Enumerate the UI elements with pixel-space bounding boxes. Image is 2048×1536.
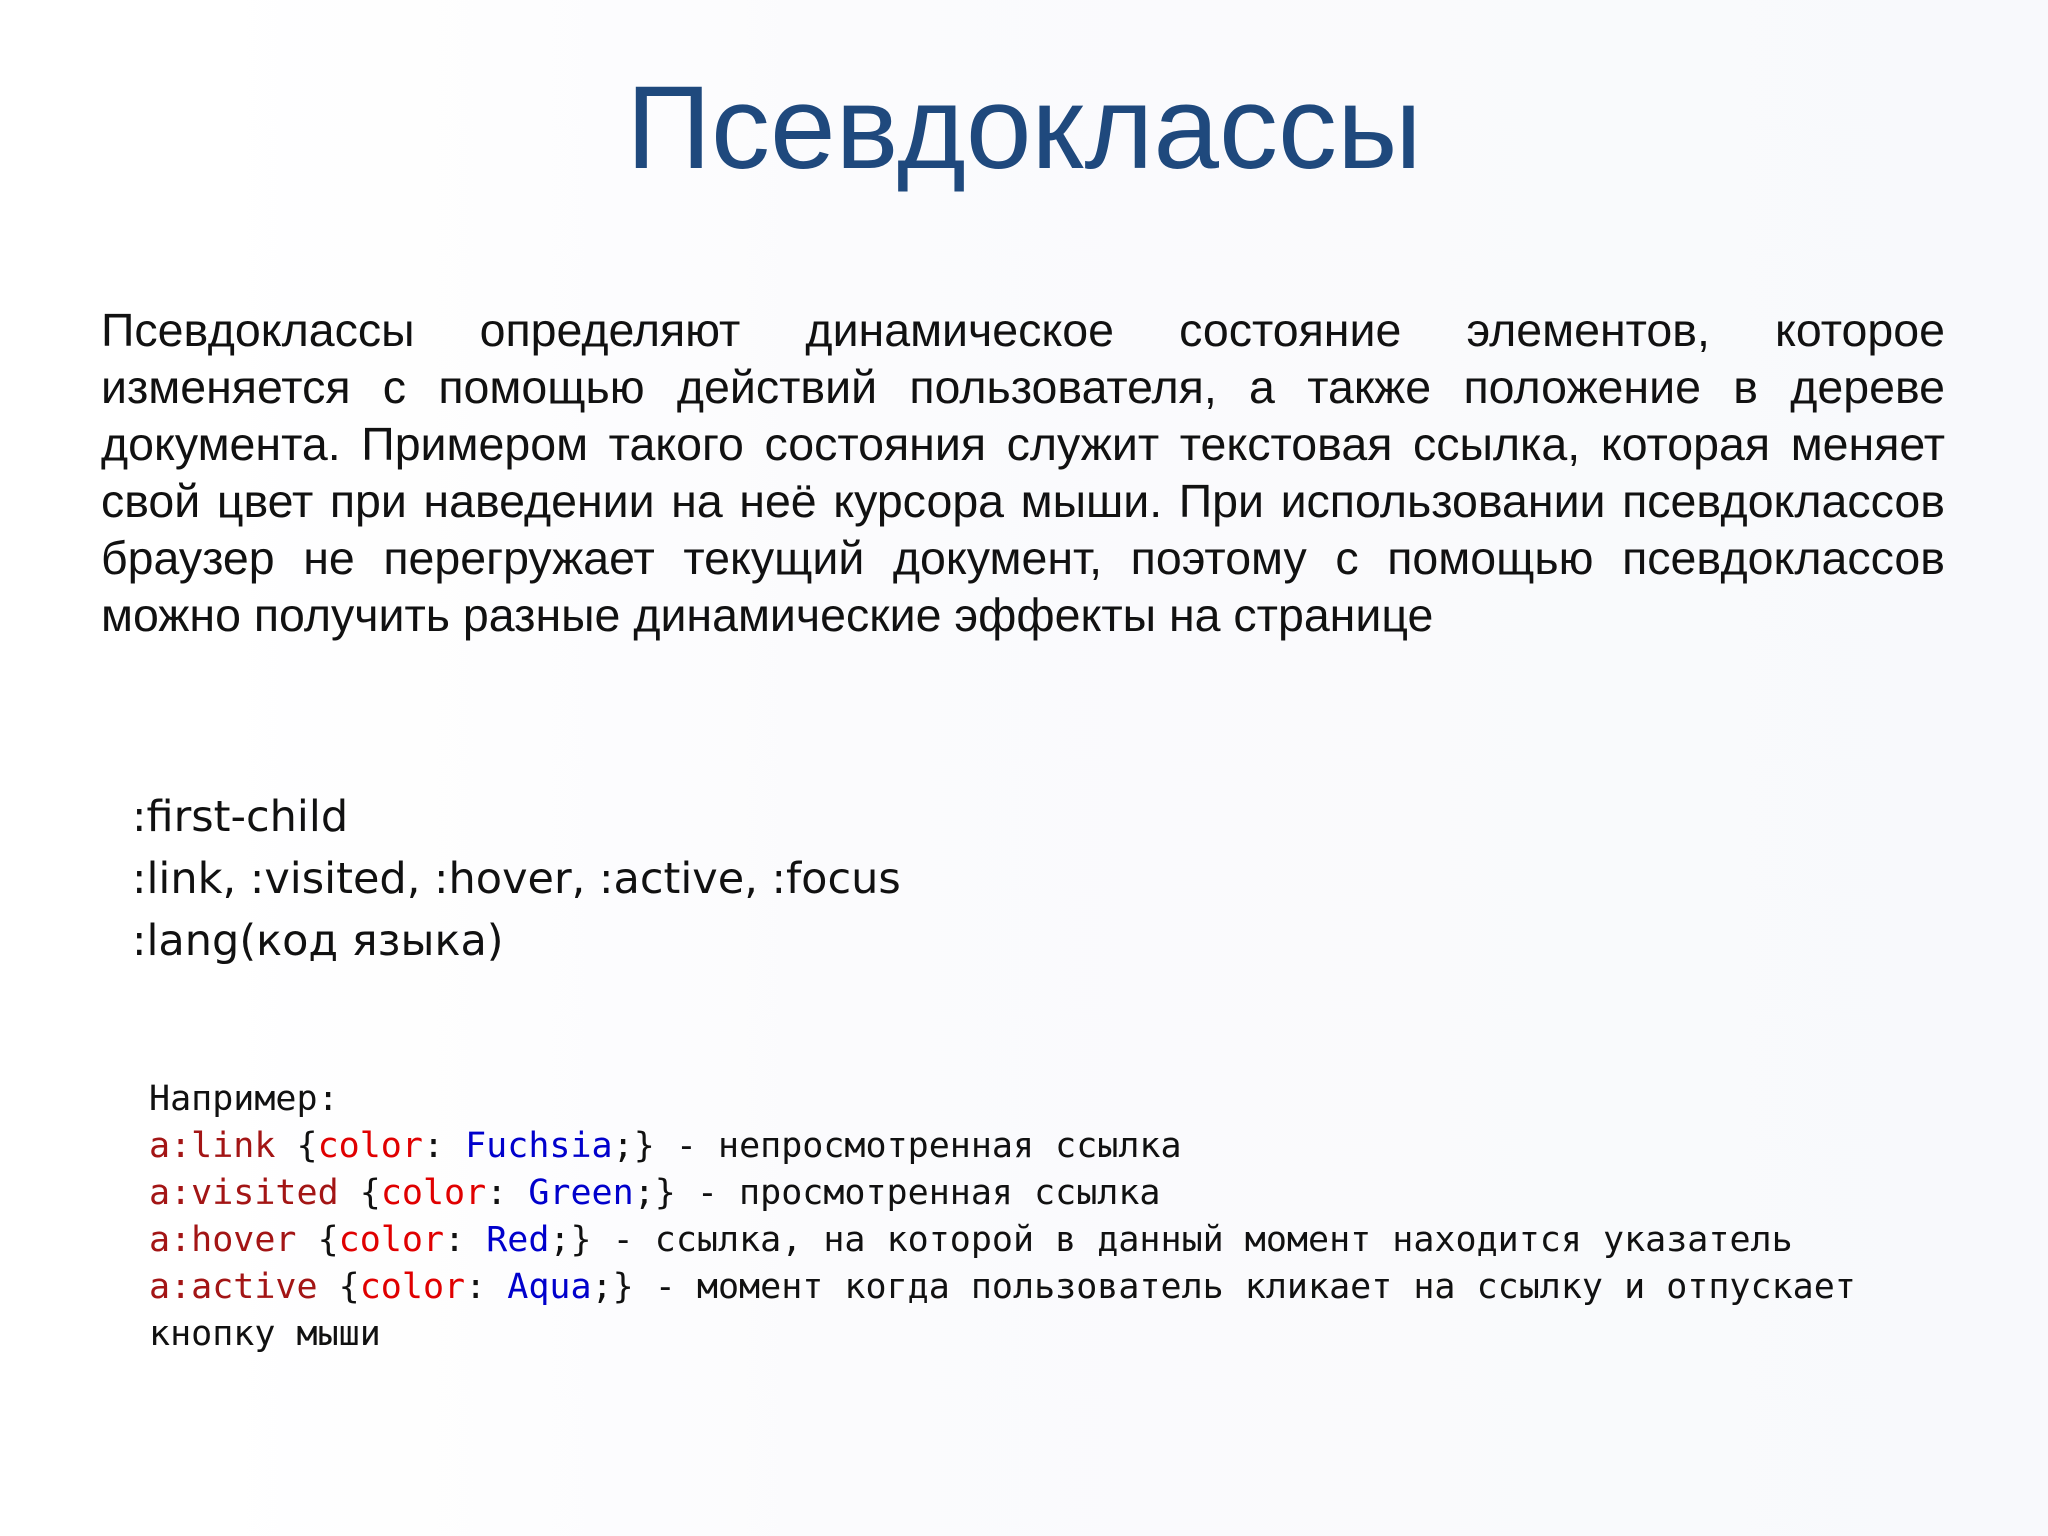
code-selector: a:active [149,1267,318,1307]
code-description: - момент когда пользователь кликает на ссылку и отпускает [633,1267,1856,1307]
code-close-brace: ;} [549,1220,592,1260]
code-value: Green [528,1173,634,1213]
code-description: - ссылка, на которой в данный момент находится указатель [591,1220,1793,1260]
code-selector: a:visited [149,1173,339,1213]
intro-paragraph: Псевдоклассы определяют динамическое состояние элементов, которое изменяется с помощью действий пользователя, а также положение в дереве документа. Примером такого состояния служит текстовая ссылка, которая меняет свой цвет при наведении на неё курсора мыши. При использовании псевдоклассов браузер не перегружает текущий документ, поэтому с помощью псевдоклассов можно получить разные динамические эффекты на странице [101,304,1945,641]
code-description: - просмотренная ссылка [675,1173,1161,1213]
code-selector: a:link [149,1126,276,1166]
code-description: - непросмотренная ссылка [654,1126,1182,1166]
code-line-visited [149,1170,1856,1217]
code-property: color [359,1267,466,1307]
code-property: color [380,1173,487,1213]
code-line-hover [149,1217,1856,1264]
code-open-brace: { [296,1220,339,1260]
code-value: Aqua [507,1267,592,1307]
code-property: color [317,1126,423,1166]
code-open-brace: { [338,1173,381,1213]
code-selector: a:hover [149,1220,297,1260]
code-open-brace: { [275,1126,318,1166]
example-label: Например: [149,1079,339,1119]
code-close-brace: ;} [633,1173,676,1213]
code-line-link [149,1123,1856,1170]
code-colon: : [444,1220,487,1260]
code-open-brace: { [317,1267,360,1307]
slide-title: Псевдоклассы [626,62,1422,194]
code-line-continuation: кнопку мыши [149,1314,381,1354]
selector-lang: :lang(код языка) [132,916,504,966]
code-colon: : [465,1267,508,1307]
code-example [149,1076,1856,1358]
code-colon: : [486,1173,529,1213]
code-value: Red [486,1220,550,1260]
code-close-brace: ;} [591,1267,634,1307]
code-property: color [338,1220,445,1260]
code-value: Fuchsia [465,1126,613,1166]
code-close-brace: ;} [612,1126,655,1166]
code-colon: : [422,1126,466,1166]
selector-first-child: :first-child [132,792,349,842]
selector-link-states: :link, :visited, :hover, :active, :focus [132,854,901,904]
selector-list [132,786,901,972]
code-line-active [149,1264,1856,1311]
